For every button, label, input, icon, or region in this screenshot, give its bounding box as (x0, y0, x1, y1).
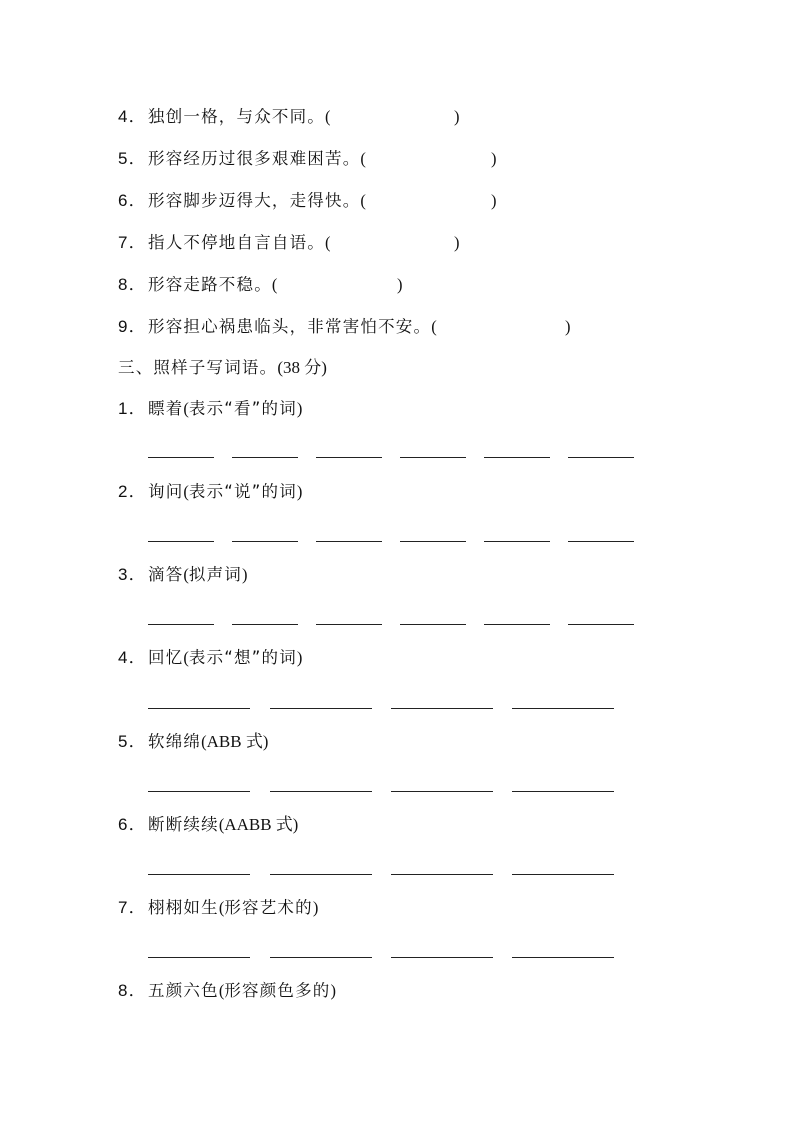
hint-open: ( (218, 898, 225, 917)
hint-close: ) (262, 732, 269, 751)
answer-blank[interactable] (512, 791, 614, 792)
question-number: 9． (118, 317, 147, 336)
question-number: 3． (118, 565, 147, 584)
question-item-8 (118, 274, 458, 296)
word-item-5 (118, 731, 268, 753)
question-number: 4． (118, 648, 147, 667)
answer-paren-open: ( (325, 107, 332, 126)
example-word: 滴答 (148, 565, 184, 584)
answer-blank[interactable] (400, 541, 466, 542)
question-number: 6． (118, 191, 147, 210)
answer-paren-open: ( (360, 191, 368, 210)
answer-paren-close: ) (454, 233, 461, 252)
answer-blank[interactable] (316, 457, 382, 458)
question-item-4 (118, 106, 518, 128)
answer-blank[interactable] (484, 541, 550, 542)
hint-text: 拟声词 (188, 565, 243, 584)
question-text: 形容担心祸患临头，非常害怕不安。 (148, 317, 432, 336)
word-item-8 (118, 980, 336, 1002)
question-number: 8． (118, 275, 147, 294)
answer-blank[interactable] (391, 708, 493, 709)
hint-text: 表示“说”的词 (188, 482, 297, 501)
answer-blank[interactable] (484, 457, 550, 458)
question-number: 1． (118, 399, 147, 418)
answer-blank[interactable] (400, 457, 466, 458)
hint-close: ) (296, 648, 303, 667)
answer-blank[interactable] (512, 874, 614, 875)
answer-blank[interactable] (568, 457, 634, 458)
question-text: 形容经历过很多艰难困苦。 (148, 149, 361, 168)
answer-paren-close: ) (454, 107, 461, 126)
section-score: (38 分) (277, 358, 327, 377)
word-item-2 (118, 481, 302, 503)
answer-blank[interactable] (316, 541, 382, 542)
example-word: 询问 (148, 482, 184, 501)
answer-blank[interactable] (232, 541, 298, 542)
example-word: 回忆 (148, 648, 184, 667)
answer-blank[interactable] (270, 874, 372, 875)
question-item-7 (118, 232, 518, 254)
answer-blank[interactable] (148, 791, 250, 792)
answer-blank[interactable] (391, 874, 493, 875)
question-number: 4． (118, 107, 147, 126)
answer-blank[interactable] (391, 957, 493, 958)
hint-close: ) (296, 482, 303, 501)
hint-close: ) (292, 815, 299, 834)
hint-close: ) (312, 898, 319, 917)
hint-text: 表示“看”的词 (188, 399, 297, 418)
answer-blank[interactable] (568, 541, 634, 542)
answer-blank[interactable] (391, 791, 493, 792)
example-word: 断断续续 (148, 815, 219, 834)
hint-text: 形容颜色多的 (224, 981, 331, 1000)
answer-blank[interactable] (148, 957, 250, 958)
hint-open: ( (218, 981, 225, 1000)
answer-blank[interactable] (270, 791, 372, 792)
hint-close: ) (330, 981, 337, 1000)
example-word: 栩栩如生 (148, 898, 219, 917)
hint-open: ( (183, 399, 189, 418)
answer-blank[interactable] (232, 457, 298, 458)
answer-paren-open: ( (271, 275, 279, 294)
hint-open: ( (218, 815, 225, 834)
question-item-5 (118, 148, 538, 170)
question-number: 7． (118, 898, 147, 917)
answer-blank[interactable] (484, 624, 550, 625)
example-word: 五颜六色 (148, 981, 219, 1000)
question-number: 8． (118, 981, 147, 1000)
example-word: 瞟着 (148, 399, 184, 418)
question-number: 5． (118, 732, 147, 751)
word-item-4 (118, 647, 302, 669)
question-number: 2． (118, 482, 147, 501)
hint-open: ( (183, 565, 189, 584)
question-text: 形容走路不稳。 (148, 275, 272, 294)
answer-blank[interactable] (270, 708, 372, 709)
answer-blank[interactable] (568, 624, 634, 625)
answer-blank[interactable] (148, 457, 214, 458)
answer-blank[interactable] (148, 541, 214, 542)
answer-blank[interactable] (316, 624, 382, 625)
hint-text: AABB 式 (224, 815, 293, 834)
hint-close: ) (242, 565, 248, 584)
word-item-6 (118, 814, 298, 836)
question-text: 指人不停地自言自语。 (148, 233, 325, 252)
hint-open: ( (183, 648, 189, 667)
answer-blank[interactable] (148, 708, 250, 709)
answer-paren-open: ( (360, 149, 368, 168)
question-item-6 (118, 190, 538, 212)
section-heading (118, 357, 327, 379)
question-text: 独创一格，与众不同。 (148, 107, 325, 126)
answer-blank[interactable] (512, 957, 614, 958)
hint-open: ( (183, 482, 189, 501)
answer-paren-close: ) (491, 191, 498, 210)
answer-blank[interactable] (232, 624, 298, 625)
answer-paren-open: ( (431, 317, 438, 336)
hint-text: ABB 式 (206, 732, 263, 751)
example-word: 软绵绵 (148, 732, 202, 751)
section-title: 三、照样子写词语。 (118, 358, 278, 377)
word-item-3 (118, 564, 248, 586)
word-item-7 (118, 897, 318, 919)
question-number: 6． (118, 815, 147, 834)
hint-text: 形容艺术的 (224, 898, 313, 917)
question-text: 形容脚步迈得大，走得快。 (148, 191, 361, 210)
hint-close: ) (296, 399, 303, 418)
question-number: 5． (118, 149, 147, 168)
answer-blank[interactable] (400, 624, 466, 625)
hint-open: ( (201, 732, 207, 751)
question-item-9 (118, 316, 638, 338)
word-item-1 (118, 398, 302, 420)
answer-paren-close: ) (491, 149, 498, 168)
answer-paren-close: ) (565, 317, 572, 336)
answer-paren-close: ) (397, 275, 404, 294)
hint-text: 表示“想”的词 (188, 648, 297, 667)
question-number: 7． (118, 233, 147, 252)
answer-paren-open: ( (325, 233, 332, 252)
answer-blank[interactable] (148, 624, 214, 625)
answer-blank[interactable] (270, 957, 372, 958)
answer-blank[interactable] (148, 874, 250, 875)
answer-blank[interactable] (512, 708, 614, 709)
